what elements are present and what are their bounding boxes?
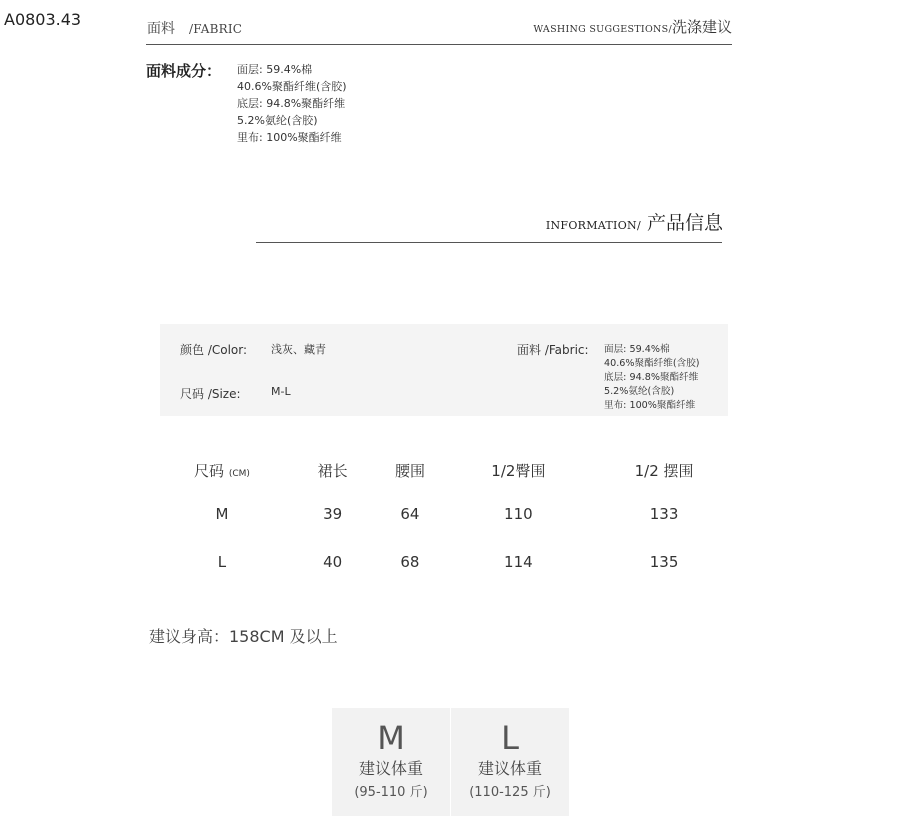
fabric-list	[604, 343, 700, 413]
info-divider	[256, 242, 722, 243]
composition-line: 面层: 59.4%棉	[237, 63, 313, 76]
table-cell: M	[215, 505, 229, 523]
size-value: M-L	[271, 385, 291, 398]
card-range: (95-110 斤)	[354, 785, 428, 800]
card-size: L	[501, 719, 519, 757]
fabric-line: 面层: 59.4%棉	[604, 344, 670, 355]
table-cell: 64	[400, 505, 420, 523]
size-label: 尺码 /Size:	[180, 387, 241, 401]
table-row	[150, 538, 740, 586]
product-code: A0803.43	[4, 10, 82, 29]
composition-line: 5.2%氨纶(含胶)	[237, 114, 318, 127]
table-cell: 114	[504, 553, 533, 571]
card-label: 建议体重	[477, 759, 542, 778]
washing-header	[533, 16, 732, 37]
fabric-line: 底层: 94.8%聚酯纤维	[604, 372, 699, 383]
washing-header-en: WASHING SUGGESTIONS/	[533, 24, 672, 35]
column-header: 裙长	[317, 461, 348, 480]
fabric-header-cn: 面料	[147, 21, 175, 37]
size-table	[150, 450, 740, 586]
fabric-line: 里布: 100%聚酯纤维	[604, 400, 696, 411]
height-recommendation: 建议身高：158CM 及以上	[149, 627, 338, 646]
table-cell: L	[217, 553, 227, 571]
column-header: 1/2臀围	[491, 461, 546, 480]
table-cell: 133	[649, 505, 679, 523]
composition-label: 面料成分：	[146, 62, 222, 80]
composition-line: 40.6%聚酯纤维(含胶)	[237, 80, 347, 93]
table-row	[150, 490, 740, 538]
fabric-label: 面料 /Fabric:	[517, 343, 589, 357]
column-header: 1/2 摆围	[634, 461, 694, 480]
unit-label: (CM)	[228, 468, 250, 479]
table-cell: 110	[504, 505, 533, 523]
size-table-header	[150, 450, 740, 490]
info-header-cn: 产品信息	[640, 212, 723, 234]
fabric-header	[147, 18, 242, 38]
card-label: 建议体重	[358, 759, 423, 778]
column-header: 腰围	[394, 461, 425, 480]
composition-list	[237, 61, 347, 146]
top-divider	[146, 44, 732, 45]
composition-line: 底层: 94.8%聚酯纤维	[237, 97, 346, 110]
composition-line: 里布: 100%聚酯纤维	[237, 131, 342, 144]
info-header	[546, 208, 723, 235]
table-cell: 135	[649, 553, 679, 571]
table-cell: 68	[400, 553, 420, 571]
size-column-header: 尺码 (CM)	[194, 461, 250, 480]
color-value: 浅灰、藏青	[271, 343, 326, 356]
info-header-en: INFORMATION/	[545, 219, 641, 232]
table-cell: 40	[323, 553, 343, 571]
fabric-line: 40.6%聚酯纤维(含胶)	[604, 358, 700, 369]
fabric-line: 5.2%氨纶(含胶)	[604, 386, 675, 397]
fabric-header-en: /FABRIC	[189, 22, 243, 36]
washing-header-cn: 洗涤建议	[671, 18, 732, 36]
color-label: 颜色 /Color:	[180, 343, 248, 357]
table-cell: 39	[323, 505, 343, 523]
weight-card-m	[332, 708, 450, 816]
weight-card-l	[451, 708, 569, 816]
card-size: M	[377, 719, 405, 757]
card-range: (110-125 斤)	[469, 785, 551, 800]
